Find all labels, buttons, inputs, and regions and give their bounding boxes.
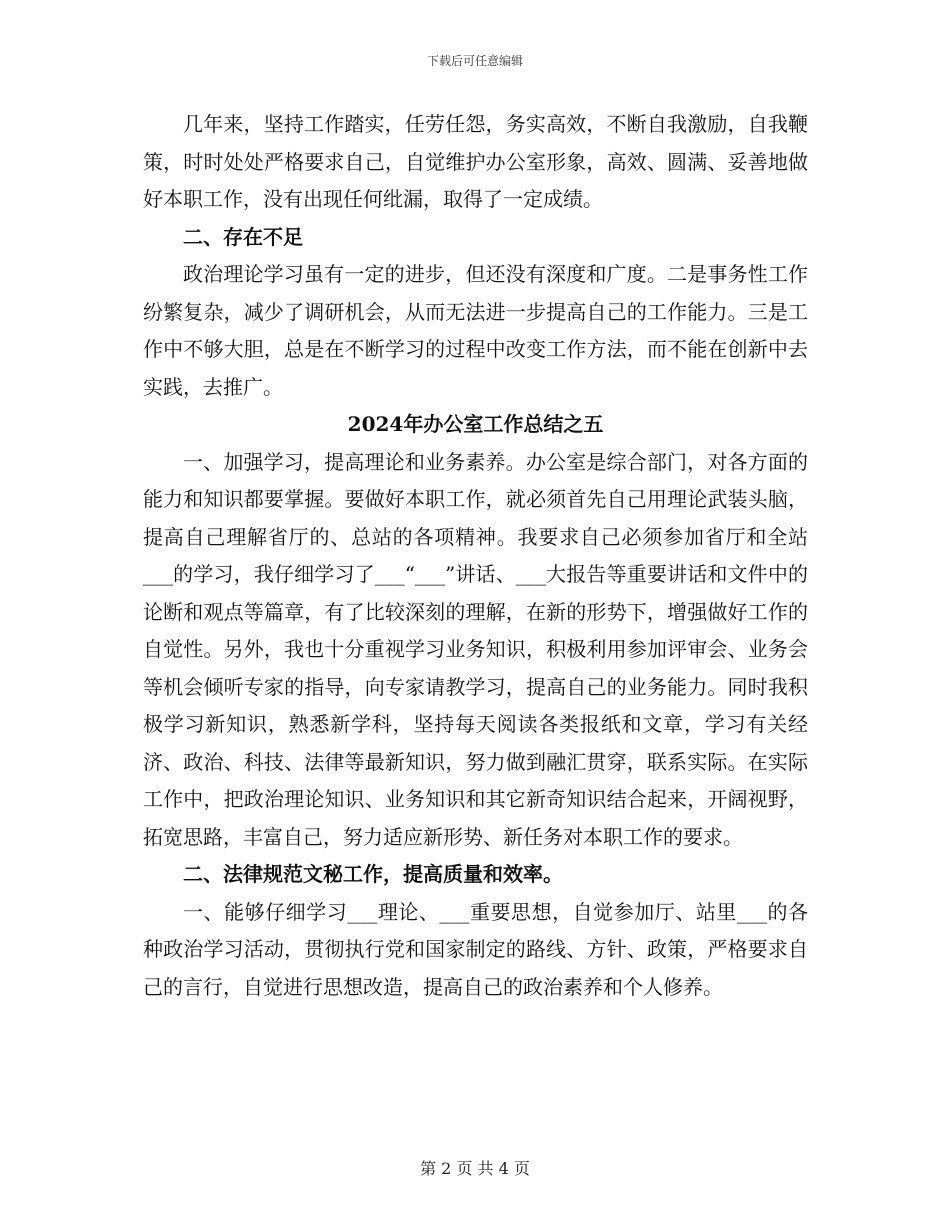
section-title: 2024年办公室工作总结之五: [347, 412, 604, 436]
paragraph-political-study: 一、能够仔细学习___理论、___重要思想，自觉参加厅、站里___的各种政治学习活动，贯彻执行党和国家制定的路线、方针、政策，严格要求自己的言行，自觉进行思想改造，提高自己的政治素养和个人修养。: [143, 899, 808, 999]
paragraph-shortcomings: 政治理论学习虽有一定的进步，但还没有深度和广度。二是事务性工作纷繁复杂，减少了调研机会，从而无法进一步提高自己的工作能力。三是工作中不够大胆，总是在不断学习的过程中改变工作方法，而不能在创新中去实践，去推广。: [143, 262, 808, 399]
section-heading-shortcomings: 二、存在不足: [183, 224, 303, 249]
document-body: [143, 106, 808, 1006]
paragraph-study: 一、加强学习，提高理论和业务素养。办公室是综合部门，对各方面的能力和知识都要掌握。要做好本职工作，就必须首先自己用理论武装头脑，提高自己理解省厅的、总站的各项精神。我要求自己必须参加省厅和全站___的学习，我仔细学习了___“___”讲话、___大报告等重要讲话和文件中的论断和观点等篇章，有了比较深刻的理解，在新的形势下，增强做好工作的自觉性。另外，我也十分重视学习业务知识，积极利用参加评审会、业务会等机会倾听专家的指导，向专家请教学习，提高自己的业务能力。同时我积极学习新知识，熟悉新学科，坚持每天阅读各类报纸和文章，学习有关经济、政治、科技、法律等最新知识，努力做到融汇贯穿，联系实际。在实际工作中，把政治理论知识、业务知识和其它新奇知识结合起来，开阔视野，拓宽思路，丰富自己，努力适应新形势、新任务对本职工作的要求。: [143, 449, 808, 849]
paragraph-summary: 几年来，坚持工作踏实，任劳任怨，务实高效，不断自我激励，自我鞭策，时时处处严格要求自己，自觉维护办公室形象，高效、圆满、妥善地做好本职工作，没有出现任何纰漏，取得了一定成绩。: [143, 112, 808, 211]
page-number: 第 2 页 共 4 页: [420, 1159, 530, 1178]
section-heading-secretarial: 二、法律规范文秘工作，提高质量和效率。: [183, 862, 563, 886]
page-header: 下载后可任意编辑: [426, 54, 523, 68]
